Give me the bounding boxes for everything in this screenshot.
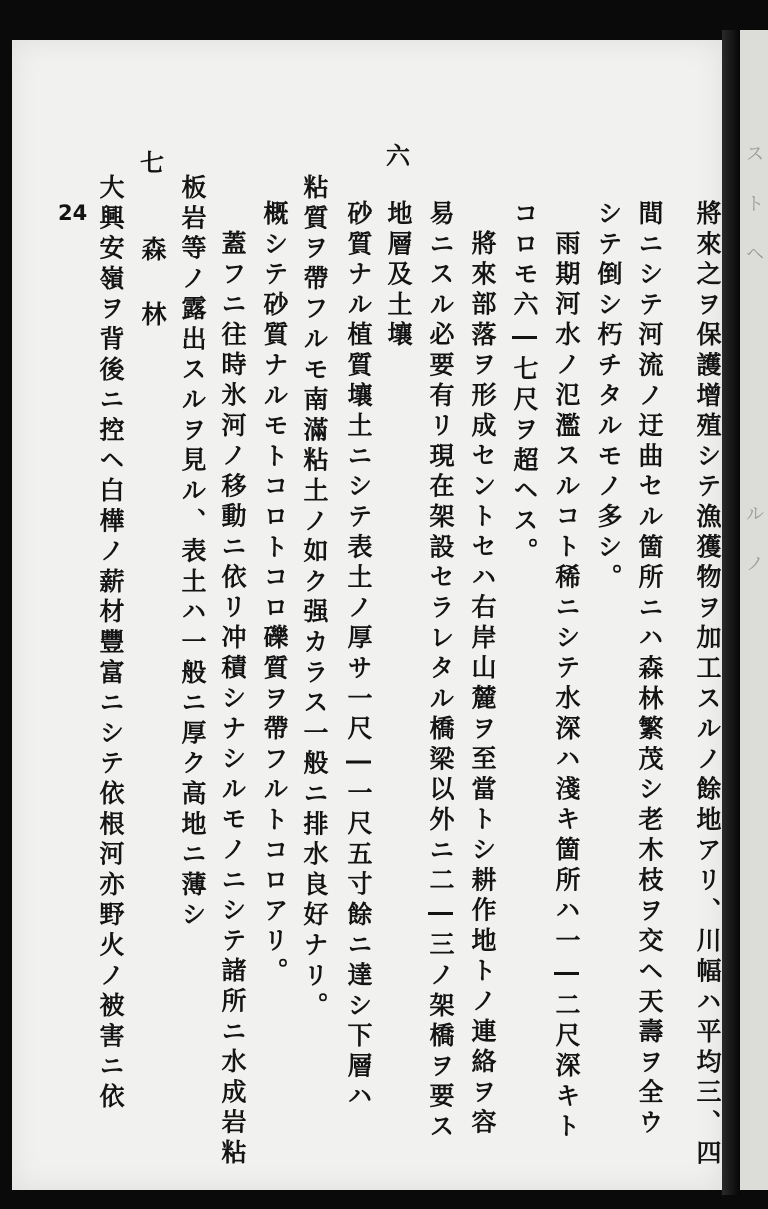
text-column-15: 大興安嶺ヲ背後ニ控ヘ白樺ノ薪材豐富ニシテ依根河亦野火ノ被害ニ依 [96,174,125,1114]
text-column-3: シテ倒シ朽チタルモノ多シ。 [594,200,623,594]
text-column-13: 板岩等ノ露出スルヲ見ル、表土ハ一般ニ厚ク高地ニ薄シ [178,174,207,932]
text-column-9: 砂質ナル植質壤土ニシテ表土ノ厚サ一尺―一尺五寸餘ニ達シ下層ハ [344,200,373,1113]
text-column-12: 蓋フニ往時氷河ノ移動ニ依リ冲積シナシルモノニシテ諸所ニ水成岩粘 [218,230,247,1170]
section-heading-soil: 地層及土壤 [384,200,413,352]
book-spine [722,30,740,1195]
text-column-5: コロモ六―七尺ヲ超ヘス。 [510,200,539,568]
page-number: 24 [58,201,88,225]
adjacent-glyph-3: ヘ [746,244,764,265]
text-column-10: 粘質ヲ帶フルモ南滿粘土ノ如ク强カラス一般ニ排水良好ナリ。 [300,174,329,1023]
adjacent-glyph-1: ス [746,144,764,165]
section-heading-forest: 森林 [138,236,167,366]
section-number-6: 六 [386,141,410,170]
adjacent-page-edge [740,30,768,1190]
text-column-11: 概シテ砂質ナルモトコロトコロ礫質ヲ帶フルトコロアリ。 [260,200,289,988]
text-column-4: 雨期河水ノ氾濫スルコト稀ニシテ水深ハ淺キ箇所ハ一―二尺深キト [552,230,581,1143]
book-page [12,40,722,1190]
adjacent-glyph-5: ノ [746,554,764,575]
section-number-7: 七 [140,148,164,177]
text-column-6: 將來部落ヲ形成セントセハ右岸山麓ヲ至當トシ耕作地トノ連絡ヲ容 [468,230,497,1139]
text-column-7: 易ニスル必要有リ現在架設セラレタル橋梁以外ニ二―三ノ架橋ヲ要ス [426,200,455,1144]
adjacent-glyph-2: ト [746,194,764,215]
text-column-1: 將來之ヲ保護增殖シテ漁獲物ヲ加工スルノ餘地アリ、川幅ハ平均三、四 [693,200,722,1170]
text-column-2: 間ニシテ河流ノ迂曲セル箇所ニハ森林繁茂シ老木枝ヲ交ヘ天壽ヲ全ウ [635,200,664,1140]
adjacent-glyph-4: ル [746,504,764,525]
